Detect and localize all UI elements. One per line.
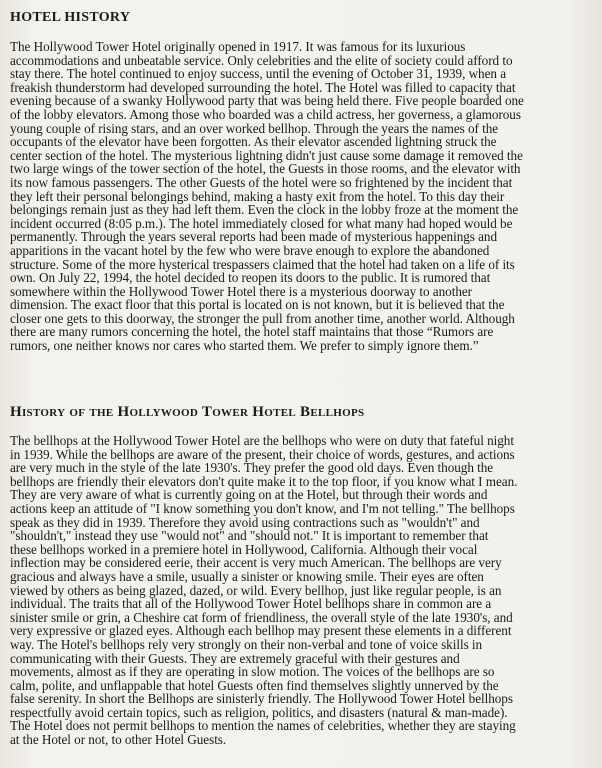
paragraph-line: belongings remain just as they had left them. Even the clock in the lobby froze at the moment the (10, 202, 519, 218)
paragraph-line: "shouldn't," instead they use "would not" and "should not." It is important to remember that (10, 528, 489, 544)
paragraph-line: speak as they did in 1939. Therefore they avoid using contractions such as "wouldn't" and (10, 514, 480, 530)
paragraph-line: two large wings of the tower section of the hotel, the Guests in those rooms, and the elevator with (10, 161, 521, 177)
bellhops-history-heading: History of the Hollywood Tower Hotel Bellhops (10, 404, 365, 420)
paragraph-line: structure. Some of the more hysterical trespassers claimed that the hotel had taken on a life of its (10, 256, 515, 272)
paragraph-line: movements, almost as if they are operating in slow motion. The voices of the bellhops are so (10, 664, 495, 680)
paragraph-line: in 1939. While the bellhops are aware of the present, their choice of words, gestures, and actions (10, 446, 515, 462)
paragraph-line: inflection may be considered eerie, their accent is very much American. The bellhops are very (10, 555, 502, 571)
paragraph-line: freakish thunderstorm had developed surrounding the hotel. The Hotel was filled to capacity that (10, 79, 516, 95)
paragraph-line: of the lobby elevators. Among those who boarded was a child actress, her governess, a glamorous (10, 106, 521, 122)
bellhops-history-paragraph (10, 434, 598, 747)
paragraph-line: respectfully avoid certain topics, such as religion, politics, and disasters (natural & man-made). (10, 704, 508, 720)
hotel-history-paragraph (10, 40, 598, 353)
paragraph-line: actions keep an attitude of "I know something you don't know, and I'm not telling." The bellhops (10, 500, 515, 516)
paragraph-line: The bellhops at the Hollywood Tower Hotel are the bellhops who were on duty that fateful night (10, 433, 514, 448)
paragraph-line: permanently. Through the years several reports had been made of mysterious happenings and (10, 229, 497, 245)
paragraph-line: They are very aware of what is currently going on at the Hotel, but through their words and (10, 487, 488, 503)
paragraph-line: there are many rumors concerning the hotel, the hotel staff maintains that those “Rumors are (10, 324, 494, 340)
paragraph-line: young couple of rising stars, and an over worked bellhop. Through the years the names of the (10, 120, 499, 136)
paragraph-line: somewhere within the Hollywood Tower Hotel there is a mysterious doorway to another (10, 283, 473, 299)
paragraph-line: are very much in the style of the late 1930's. They prefer the good old days. Even though the (10, 460, 494, 476)
paragraph-line: these bellhops worked in a premiere hotel in Hollywood, California. Although their vocal (10, 541, 478, 557)
paragraph-line: occupants of the elevator have been forgotten. As their elevator ascended lightning struck the (10, 134, 497, 150)
paragraph-line: way. The Hotel's bellhops rely very strongly on their non-verbal and tone of voice skills in (10, 636, 483, 652)
paragraph-line: very expressive or glazed eyes. Although each bellhop may present these elements in a different (10, 623, 512, 639)
paragraph-line: viewed by others as being glazed, dazed, or wild. Every bellhop, just like regular people, is an (10, 582, 502, 598)
paragraph-line: rumors, one neither knows nor cares who started them. We prefer to simply ignore them.” (10, 338, 479, 354)
paragraph-line: gracious and always have a smile, usually a sinister or knowing smile. Their eyes are often (10, 568, 484, 584)
paragraph-line: dimension. The exact floor that this portal is located on is not known, but it is believed that the (10, 297, 505, 313)
paragraph-line: center section of the hotel. The mysterious lightning didn't just cause some damage it removed the (10, 147, 523, 163)
paragraph-line: closer one gets to this doorway, the stronger the pull from another time, another world. Although (10, 310, 515, 326)
paragraph-line: at the Hotel or not, to other Hotel Guests. (10, 732, 227, 748)
paragraph-line: The Hollywood Tower Hotel originally opened in 1917. It was famous for its luxurious (10, 39, 466, 54)
paragraph-line: calm, polite, and unflappable that hotel Guests often find themselves slightly unnerved by the (10, 677, 499, 693)
paragraph-line: bellhops are friendly their elevators don't quite make it to the top floor, if you know what I mean. (10, 473, 518, 489)
paragraph-line: own. On July 22, 1994, the hotel decided to reopen its doors to the public. It is rumored that (10, 270, 491, 286)
paragraph-line: apparitions in the vacant hotel by the few who were brave enough to explore the abandoned (10, 242, 490, 258)
paragraph-line: stay there. The hotel continued to enjoy success, until the evening of October 31, 1939, when a (10, 66, 507, 82)
paragraph-line: sinister smile or grin, a Cheshire cat form of friendliness, the overall style of the late 1930's, and (10, 609, 513, 625)
paragraph-line: incident occurred (8:05 p.m.). The hotel immediately closed for what many had hoped would be (10, 215, 513, 231)
paragraph-line: they left their personal belongings behind, making a hasty exit from the hotel. To this day their (10, 188, 505, 204)
paragraph-line: The Hotel does not permit bellhops to mention the names of celebrities, whether they are staying (10, 718, 516, 734)
paragraph-line: false serenity. In short the Bellhops are sinisterly friendly. The Hollywood Tower Hotel bellhops (10, 691, 513, 707)
paragraph-line: evening because of a swanky Hollywood party that was being held there. Five people boarded one (10, 93, 524, 109)
paragraph-line: communicating with their Guests. They are extremely graceful with their gestures and (10, 650, 460, 666)
hotel-history-heading: HOTEL HISTORY (10, 10, 131, 25)
paragraph-line: accommodations and unbeatable service. Only celebrities and the elite of society could afford to (10, 52, 513, 68)
paragraph-line: its now famous passengers. The other Guests of the hotel were so frightened by the incident that (10, 174, 513, 190)
paragraph-line: individual. The traits that all of the Hollywood Tower Hotel bellhops share in common are a (10, 596, 492, 612)
